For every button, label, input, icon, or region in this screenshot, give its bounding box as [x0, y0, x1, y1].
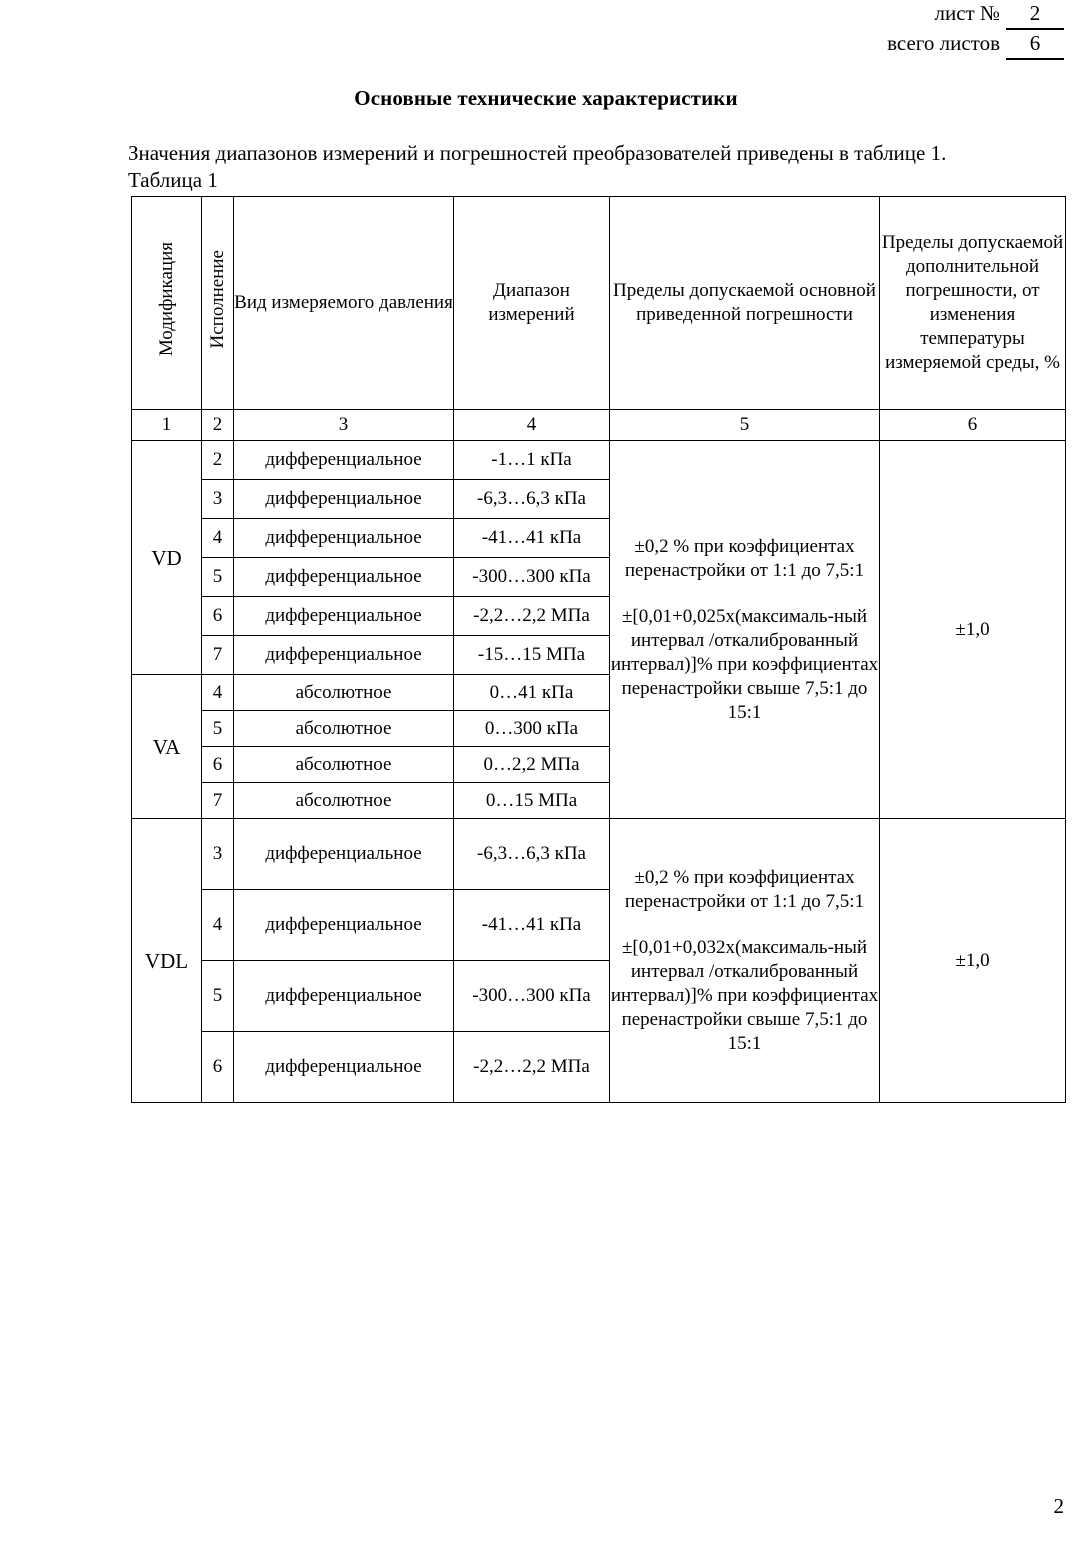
page-number: 2 — [1053, 1494, 1064, 1518]
range-cell: -15…15 МПа — [454, 636, 610, 675]
basic-error-part2: ±[0,01+0,032х(максималь-ный интервал /откалиброванный интервал)]% при коэффициентах перенастройки свыше 7,5:1 до 15:1 — [610, 936, 879, 1054]
pressure-kind-cell: дифференциальное — [234, 519, 454, 558]
table-caption: Таблица 1 — [128, 168, 218, 192]
pressure-kind-cell: дифференциальное — [234, 961, 454, 1032]
execution-cell: 4 — [202, 890, 234, 961]
basic-error-part2: ±[0,01+0,025х(максималь-ный интервал /откалиброванный интервал)]% при коэффициентах перенастройки свыше 7,5:1 до 15:1 — [610, 605, 879, 723]
sheet-number-value: 2 — [1006, 0, 1064, 30]
range-cell: -300…300 кПа — [454, 558, 610, 597]
header-cell-pressure-kind: Вид измеряемого давления — [234, 197, 454, 410]
pressure-kind-cell: абсолютное — [234, 783, 454, 819]
column-number-6: 6 — [880, 410, 1066, 441]
execution-cell: 6 — [202, 597, 234, 636]
total-sheets-row — [887, 30, 1064, 60]
total-sheets-label: всего листов — [887, 31, 1000, 55]
pressure-kind-cell: дифференциальное — [234, 597, 454, 636]
range-cell: -1…1 кПа — [454, 441, 610, 480]
additional-error-cell-block1: ±1,0 — [880, 441, 1066, 819]
intro-paragraph: Значения диапазонов измерений и погрешностей преобразователей приведены в таблице 1. — [128, 141, 947, 165]
table-header-row — [132, 197, 1066, 410]
total-sheets-value: 6 — [1006, 30, 1064, 60]
execution-cell: 5 — [202, 711, 234, 747]
header-execution-label: Исполнение — [207, 250, 228, 349]
range-cell: -6,3…6,3 кПа — [454, 480, 610, 519]
execution-cell: 6 — [202, 1032, 234, 1103]
basic-error-part1: ±0,2 % при коэффициентах перенастройки от 1:1 до 7,5:1 — [624, 866, 865, 912]
header-cell-additional-error: Пределы допускаемой дополнительной погрешности, от изменения температуры измеряемой среды, % — [880, 197, 1066, 410]
column-number-1: 1 — [132, 410, 202, 441]
table-row — [132, 819, 1066, 890]
basic-error-cell-block1 — [610, 441, 880, 819]
execution-cell: 7 — [202, 636, 234, 675]
execution-cell: 5 — [202, 961, 234, 1032]
sheet-number-row — [887, 0, 1064, 30]
range-cell: 0…41 кПа — [454, 675, 610, 711]
range-cell: -41…41 кПа — [454, 890, 610, 961]
pressure-kind-cell: дифференциальное — [234, 636, 454, 675]
basic-error-cell-block2 — [610, 819, 880, 1103]
pressure-kind-cell: абсолютное — [234, 747, 454, 783]
header-cell-basic-error: Пределы допускаемой основной приведенной погрешности — [610, 197, 880, 410]
range-cell: -41…41 кПа — [454, 519, 610, 558]
execution-cell: 3 — [202, 819, 234, 890]
range-cell: -2,2…2,2 МПа — [454, 597, 610, 636]
additional-error-cell-block2: ±1,0 — [880, 819, 1066, 1103]
modification-cell-vdl: VDL — [132, 819, 202, 1103]
range-cell: -2,2…2,2 МПа — [454, 1032, 610, 1103]
execution-cell: 2 — [202, 441, 234, 480]
header-cell-modification — [132, 197, 202, 410]
execution-cell: 7 — [202, 783, 234, 819]
column-number-row — [132, 410, 1066, 441]
execution-cell: 4 — [202, 675, 234, 711]
column-number-2: 2 — [202, 410, 234, 441]
header-cell-measuring-range: Диапазон измерений — [454, 197, 610, 410]
basic-error-part1: ±0,2 % при коэффициентах перенастройки от 1:1 до 7,5:1 — [624, 535, 865, 581]
pressure-kind-cell: дифференциальное — [234, 558, 454, 597]
pressure-kind-cell: дифференциальное — [234, 480, 454, 519]
execution-cell: 4 — [202, 519, 234, 558]
pressure-kind-cell: дифференциальное — [234, 819, 454, 890]
table-row — [132, 441, 1066, 480]
range-cell: 0…15 МПа — [454, 783, 610, 819]
execution-cell: 5 — [202, 558, 234, 597]
range-cell: -300…300 кПа — [454, 961, 610, 1032]
pressure-kind-cell: абсолютное — [234, 711, 454, 747]
pressure-kind-cell: дифференциальное — [234, 1032, 454, 1103]
pressure-kind-cell: абсолютное — [234, 675, 454, 711]
range-cell: 0…300 кПа — [454, 711, 610, 747]
modification-cell-va: VA — [132, 675, 202, 819]
pressure-kind-cell: дифференциальное — [234, 890, 454, 961]
range-cell: 0…2,2 МПа — [454, 747, 610, 783]
specifications-table — [131, 196, 1066, 1103]
sheet-number-label: лист № — [934, 1, 1000, 25]
column-number-3: 3 — [234, 410, 454, 441]
pressure-kind-cell: дифференциальное — [234, 441, 454, 480]
column-number-5: 5 — [610, 410, 880, 441]
column-number-4: 4 — [454, 410, 610, 441]
range-cell: -6,3…6,3 кПа — [454, 819, 610, 890]
sheet-header — [887, 0, 1064, 60]
basic-error-spacer — [610, 914, 879, 936]
header-cell-execution — [202, 197, 234, 410]
execution-cell: 3 — [202, 480, 234, 519]
basic-error-spacer — [610, 583, 879, 605]
execution-cell: 6 — [202, 747, 234, 783]
page-title: Основные технические характеристики — [354, 86, 738, 110]
header-modification-label: Модификация — [156, 242, 177, 357]
modification-cell-vd: VD — [132, 441, 202, 675]
